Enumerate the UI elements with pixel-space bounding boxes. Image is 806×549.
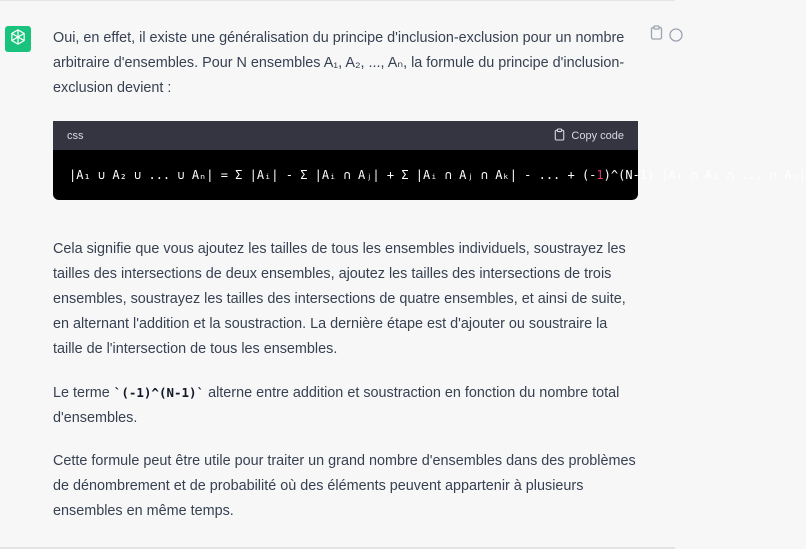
message-paragraph-closing: Cette formule peut être utile pour traiter un grand nombre d'ensembles dans des problèmes de dénombrement et de probabilité où des éléments peuvent appartenir à plusieurs ensembles en même temps. bbox=[53, 453, 636, 519]
assistant-message bbox=[53, 26, 806, 524]
term-text-after: alterne entre addition et soustraction en fonction du nombre total d'ensembles. bbox=[53, 385, 620, 426]
message-paragraph-term bbox=[53, 380, 638, 431]
code-language-label: css bbox=[67, 129, 84, 142]
code-text-end: )^(N-1) |A₁ ∩ A₂ ∩ ... ∩ Aₙ| bbox=[603, 168, 806, 182]
clipboard-icon bbox=[554, 128, 565, 144]
code-block-header bbox=[53, 121, 638, 150]
assistant-avatar bbox=[5, 26, 31, 52]
code-text: |A₁ ∪ A₂ ∪ ... ∪ Aₙ| = Σ |Aᵢ| - Σ |Aᵢ ∩ Aⱼ| + Σ |Aᵢ ∩ Aⱼ ∩ Aₖ| - ... + (- bbox=[69, 168, 597, 182]
copy-code-label: Copy code bbox=[571, 129, 624, 142]
message-paragraph-intro: Oui, en effet, il existe une généralisation du principe d'inclusion-exclusion pour un nombre arbitraire d'ensembles. Pour N ensembles A₁, A₂, ..., Aₙ, la formule du principe d'inclusion-exclusion devient : bbox=[53, 30, 625, 96]
code-number: 1 bbox=[596, 168, 604, 182]
term-text-before: Le terme bbox=[53, 385, 114, 401]
thumb-icon[interactable] bbox=[668, 27, 675, 43]
copy-code-button[interactable] bbox=[554, 128, 624, 144]
top-divider bbox=[0, 0, 675, 1]
copy-message-button[interactable] bbox=[648, 27, 664, 43]
code-block bbox=[53, 121, 806, 200]
code-content[interactable] bbox=[53, 150, 806, 200]
openai-logo-icon bbox=[9, 28, 27, 51]
clipboard-icon bbox=[650, 25, 663, 45]
inline-code: `(-1)^(N-1)` bbox=[113, 385, 205, 400]
message-paragraph-explanation: Cela signifie que vous ajoutez les tailles de tous les ensembles individuels, soustrayez les tailles des intersections de deux ensembles, ajoutez les tailles des intersections de trois ensembles, soustrayez les tailles des intersections de quatre ensembles, et ainsi de suite, en alternant l'addition et la soustraction. La dernière étape est d'ajouter ou soustraire la taille de l'intersection de tous les ensembles. bbox=[53, 241, 626, 357]
